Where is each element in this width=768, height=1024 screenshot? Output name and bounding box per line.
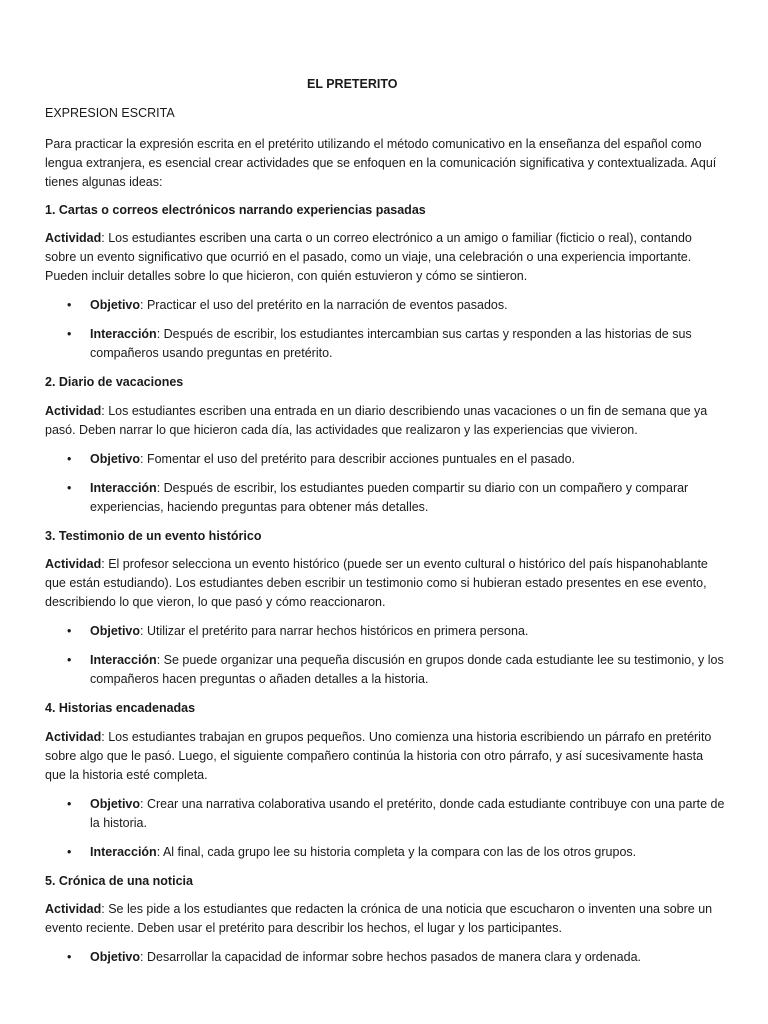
activity-paragraph — [45, 555, 725, 612]
interaction-text: : Al final, cada grupo lee su historia completa y la compara con las de los otros grupos. — [156, 845, 637, 859]
interaction-item — [67, 843, 725, 862]
bullet-icon: • — [67, 452, 72, 466]
objective-label: Objetivo — [90, 797, 141, 811]
bullet-icon: • — [67, 327, 72, 341]
activity-text: : Se les pide a los estudiantes que redacten la crónica de una noticia que escucharon o inventen una sobre un evento reciente. Deben usar el pretérito para describir los hechos, el lugar y los participantes. — [45, 902, 713, 935]
interaction-item — [67, 651, 725, 689]
objective-item — [67, 450, 725, 469]
objective-item — [67, 622, 725, 641]
interaction-label: Interacción — [90, 845, 157, 859]
activity-text: : Los estudiantes trabajan en grupos pequeños. Uno comienza una historia escribiendo un párrafo en pretérito sobre algo que le pasó. Luego, el siguiente compañero continúa la historia con otro párrafo, y así sucesivamente hasta que la historia esté completa. — [45, 730, 712, 782]
activity-label: Actividad — [45, 231, 102, 245]
activity-label: Actividad — [45, 902, 102, 916]
document-subtitle: EXPRESION ESCRITA — [45, 106, 175, 120]
interaction-text: : Se puede organizar una pequeña discusión en grupos donde cada estudiante lee su testimonio, y los compañeros hacen preguntas o añaden detalles a la historia. — [90, 653, 724, 686]
bullet-icon: • — [67, 845, 72, 859]
interaction-text: : Después de escribir, los estudiantes intercambian sus cartas y responden a las historias de sus compañeros usando preguntas en pretérito. — [90, 327, 692, 360]
bullet-icon: • — [67, 481, 72, 495]
bullet-icon: • — [67, 624, 72, 638]
objective-label: Objetivo — [90, 624, 141, 638]
objective-text: : Desarrollar la capacidad de informar sobre hechos pasados de manera clara y ordenada. — [140, 950, 641, 964]
bullet-icon: • — [67, 797, 72, 811]
interaction-label: Interacción — [90, 481, 157, 495]
document-title: EL PRETERITO — [307, 77, 398, 91]
interaction-item — [67, 325, 725, 363]
activity-paragraph — [45, 728, 725, 785]
section-heading: 3. Testimonio de un evento histórico — [45, 529, 262, 543]
activity-paragraph — [45, 229, 725, 286]
bullet-icon: • — [67, 298, 72, 312]
section-heading: 5. Crónica de una noticia — [45, 874, 193, 888]
objective-text: : Fomentar el uso del pretérito para describir acciones puntuales en el pasado. — [140, 452, 575, 466]
activity-text: : El profesor selecciona un evento histórico (puede ser un evento cultural o histórico del país hispanohablante que están estudiando). Los estudiantes deben escribir un testimonio como si hubieran estado presentes en ese evento, describiendo lo que vieron, lo que pasó y cómo reaccionaron. — [45, 557, 708, 609]
intro-paragraph: Para practicar la expresión escrita en el pretérito utilizando el método comunicativo en la enseñanza del español como lengua extranjera, es esencial crear actividades que se enfoquen en la comunicación significativa y contextualizada. Aquí tienes algunas ideas: — [45, 137, 717, 189]
bullet-icon: • — [67, 950, 72, 964]
activity-label: Actividad — [45, 404, 102, 418]
section-heading: 4. Historias encadenadas — [45, 701, 196, 715]
activity-label: Actividad — [45, 557, 102, 571]
objective-item — [67, 948, 725, 967]
objective-item — [67, 795, 725, 833]
activity-paragraph — [45, 900, 725, 938]
bullet-icon: • — [67, 653, 72, 667]
objective-label: Objetivo — [90, 950, 141, 964]
objective-item — [67, 296, 725, 315]
objective-text: : Crear una narrativa colaborativa usando el pretérito, donde cada estudiante contribuye con una parte de la historia. — [90, 797, 725, 830]
activity-text: : Los estudiantes escriben una entrada en un diario describiendo unas vacaciones o un fin de semana que ya pasó. Deben narrar lo que hicieron cada día, las actividades que realizaron y las experiencias que vivieron. — [45, 404, 708, 437]
objective-text: : Utilizar el pretérito para narrar hechos históricos en primera persona. — [140, 624, 529, 638]
objective-label: Objetivo — [90, 298, 141, 312]
section-heading: 2. Diario de vacaciones — [45, 375, 184, 389]
section-heading: 1. Cartas o correos electrónicos narrando experiencias pasadas — [45, 203, 426, 217]
interaction-label: Interacción — [90, 327, 157, 341]
activity-text: : Los estudiantes escriben una carta o un correo electrónico a un amigo o familiar (ficticio o real), contando sobre un evento significativo que ocurrió en el pasado, como un viaje, una celebración o una experiencia importante. Pueden incluir detalles sobre lo que hicieron, con quién estuvieron y cómo se sintieron. — [45, 231, 692, 283]
interaction-label: Interacción — [90, 653, 157, 667]
interaction-item — [67, 479, 725, 517]
activity-label: Actividad — [45, 730, 102, 744]
activity-paragraph — [45, 402, 725, 440]
objective-label: Objetivo — [90, 452, 141, 466]
objective-text: : Practicar el uso del pretérito en la narración de eventos pasados. — [140, 298, 508, 312]
interaction-text: : Después de escribir, los estudiantes pueden compartir su diario con un compañero y comparar experiencias, haciendo preguntas para obtener más detalles. — [90, 481, 689, 514]
